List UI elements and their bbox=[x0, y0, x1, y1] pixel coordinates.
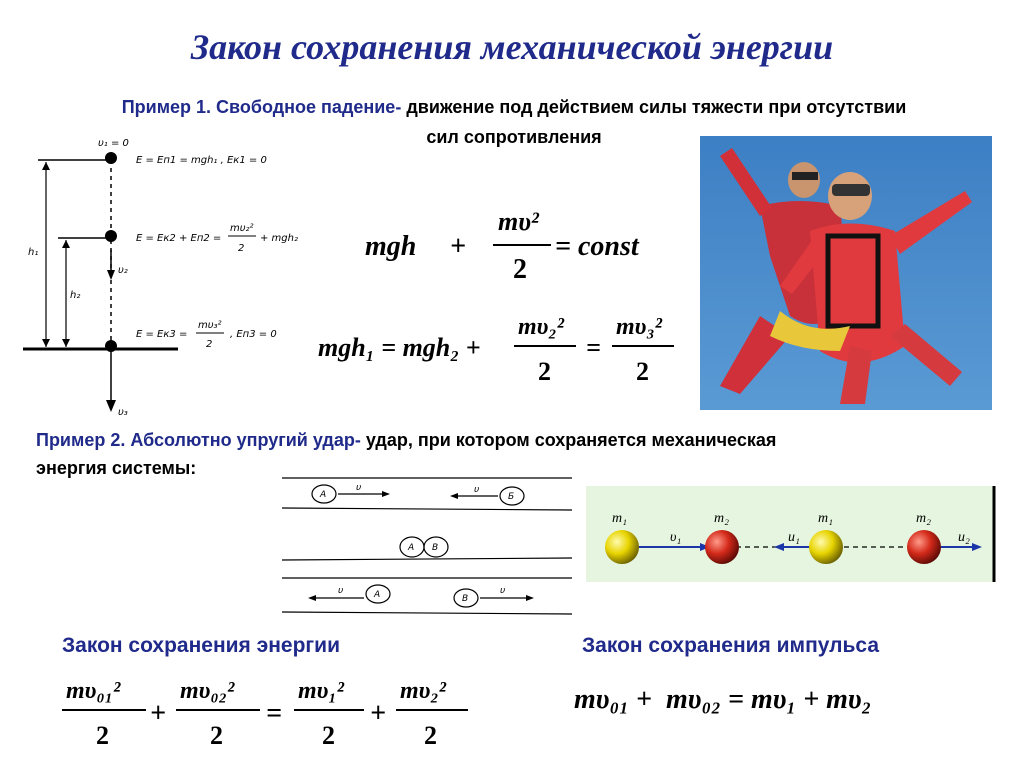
formula-levels-eq: = bbox=[586, 333, 601, 362]
ball-bottom bbox=[105, 340, 117, 352]
example-2-desc: удар, при котором сохраняется механическая bbox=[360, 430, 777, 450]
energy-eq-1: E = Eп1 = mgh₁ , Eк1 = 0 bbox=[136, 155, 267, 166]
ball-a-label-3: A bbox=[374, 590, 381, 600]
energy-den-1: 2 bbox=[96, 721, 109, 750]
energy-eq-2a: E = Eк2 + Eп2 = bbox=[136, 233, 222, 244]
formula-const-lhs: mgh bbox=[365, 231, 417, 262]
ball-a-label-2: A bbox=[408, 543, 415, 553]
example-2-desc-line2: энергия системы: bbox=[36, 458, 197, 478]
formula-levels-den1: 2 bbox=[538, 357, 551, 386]
example-1-label: Пример 1. Свободное падение- bbox=[121, 97, 402, 117]
law-energy-label: Закон сохранения энергии bbox=[62, 634, 340, 657]
u1-vector-label: u₁ bbox=[788, 530, 800, 545]
energy-eq-3a: E = Eк3 = bbox=[136, 329, 188, 340]
example-2-label: Пример 2. Абсолютно упругий удар- bbox=[36, 430, 361, 450]
slide-title: Закон сохранения механической энергии bbox=[190, 27, 834, 67]
energy-eq-3-den: 2 bbox=[206, 339, 213, 350]
energy-plus-2: + bbox=[370, 698, 386, 729]
u2-vector-label: u₂ bbox=[958, 530, 970, 545]
velocity-label-1: υ bbox=[356, 483, 362, 493]
ball-m2-before bbox=[705, 530, 739, 564]
m2-label-after: m₂ bbox=[916, 511, 931, 526]
formula-levels-num1: mυ₂² bbox=[518, 314, 564, 340]
energy-den-3: 2 bbox=[322, 721, 335, 750]
ball-a-label-1: A bbox=[320, 490, 327, 500]
energy-eq-2-den: 2 bbox=[238, 243, 245, 254]
velocity-label-3: υ bbox=[338, 586, 344, 596]
ball-b-label-2: B bbox=[432, 543, 439, 553]
ball-m1-after bbox=[809, 530, 843, 564]
m2-label-before: m₂ bbox=[714, 511, 729, 526]
energy-num-1: mυ₀₁² bbox=[66, 678, 121, 704]
ball-b-label-1: Б bbox=[508, 492, 515, 502]
energy-num-4: mυ₂² bbox=[400, 678, 446, 704]
formula-const bbox=[365, 200, 675, 290]
v2-label: υ₂ bbox=[118, 265, 128, 276]
v3-label: υ₃ bbox=[118, 407, 128, 418]
ball-middle bbox=[105, 230, 117, 242]
m1-label-before: m₁ bbox=[612, 511, 627, 526]
formula-levels bbox=[318, 304, 688, 394]
formula-const-den: 2 bbox=[513, 254, 527, 285]
ball-top bbox=[105, 152, 117, 164]
example-1-desc: движение под действием силы тяжести при отсутствии bbox=[401, 97, 907, 117]
energy-plus-1: + bbox=[150, 698, 166, 729]
formula-levels-num2: mυ₃² bbox=[616, 314, 662, 340]
energy-den-2: 2 bbox=[210, 721, 223, 750]
m1-label-after: m₁ bbox=[818, 511, 833, 526]
energy-eq-3b: , Eп3 = 0 bbox=[230, 329, 277, 340]
h1-label: h₁ bbox=[28, 247, 39, 258]
h2-label: h₂ bbox=[70, 290, 81, 301]
ball-b-label-3: B bbox=[462, 594, 469, 604]
collision-balls-diagram bbox=[586, 486, 998, 582]
energy-eq: = bbox=[266, 698, 282, 729]
formula-const-rhs: = const bbox=[555, 231, 639, 262]
energy-eq-3-num: mυ₃² bbox=[198, 320, 222, 331]
energy-eq-2b: + mgh₂ bbox=[260, 233, 298, 244]
law-momentum-formula: mυ₀₁ + mυ₀₂ = mυ₁ + mυ₂ bbox=[574, 684, 872, 715]
v1-vector-label: υ₁ bbox=[670, 530, 682, 545]
formula-levels-lhs: mgh₁ = mgh₂ + bbox=[318, 333, 481, 362]
example-1-desc-line2: сил сопротивления bbox=[426, 127, 602, 147]
energy-den-4: 2 bbox=[424, 721, 437, 750]
collision-diagram bbox=[282, 474, 572, 620]
law-energy-formula bbox=[60, 668, 480, 758]
v1-label: υ₁ = 0 bbox=[98, 138, 129, 149]
ball-m1-before bbox=[605, 530, 639, 564]
energy-num-3: mυ₁² bbox=[298, 678, 344, 704]
formula-levels-den2: 2 bbox=[636, 357, 649, 386]
law-momentum-label: Закон сохранения импульса bbox=[582, 634, 880, 657]
energy-eq-2-num: mυ₂² bbox=[230, 223, 254, 234]
velocity-label-4: υ bbox=[500, 586, 506, 596]
ball-m2-after bbox=[907, 530, 941, 564]
energy-num-2: mυ₀₂² bbox=[180, 678, 235, 704]
formula-const-num: mυ² bbox=[498, 207, 539, 236]
free-fall-diagram bbox=[18, 130, 328, 425]
skydivers-photo bbox=[700, 136, 992, 410]
formula-const-plus: + bbox=[450, 231, 466, 262]
velocity-label-2: υ bbox=[474, 485, 480, 495]
